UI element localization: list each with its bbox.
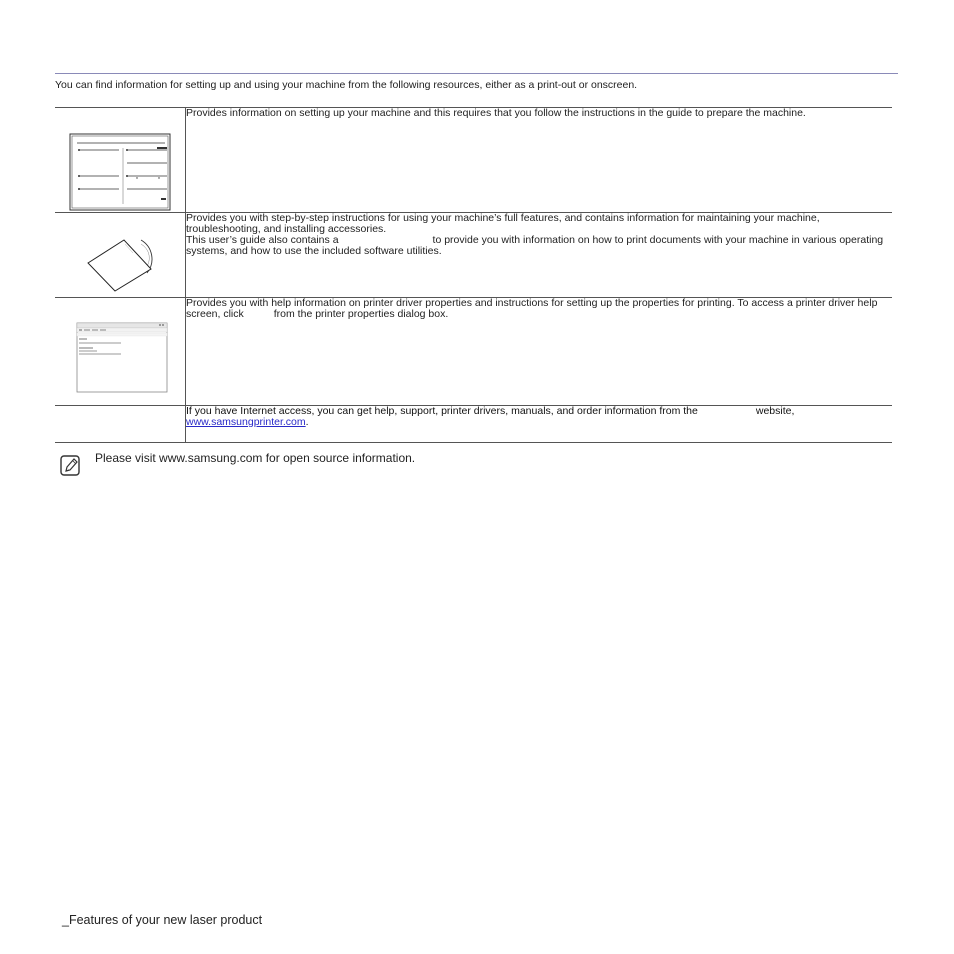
table-row [55,406,892,443]
resource-icon-cell [55,213,186,298]
resource-description [186,213,893,298]
user-guide-text-part: to provide you with information on how to print documents with your machine in various operating systems, and how to use the included software utilities. [186,234,884,257]
resource-description [186,108,893,213]
note-box [60,451,660,479]
resources-table [55,107,892,443]
website-description [186,406,892,428]
cd-user-guide-icon [55,213,185,298]
page-footer: _Features of your new laser product [62,913,263,927]
resource-description [186,298,893,406]
table-row [55,298,892,406]
table-row [55,213,892,298]
resource-description [186,406,893,443]
user-guide-text-part: This user’s guide also contains a [186,234,339,246]
driver-help-text-part: Provides you with help information on printer driver properties and instructions for setting up the properties for printing. To access a printer driver help screen, click [186,297,878,320]
resource-icon-cell [55,298,186,406]
user-guide-description-extra [186,235,892,257]
note-text: Please visit www.samsung.com for open source information. [95,451,416,465]
intro-text: You can find information for setting up and using your machine from the following resources, either as a print-out or onscreen. [55,79,638,91]
user-guide-description: Provides you with step-by-step instructions for using your machine’s full features, and contains information for maintaining your machine, troubleshooting, and installing accessories. [186,212,820,235]
website-text-part: If you have Internet access, you can get help, support, printer drivers, manuals, and order information from the [186,405,698,417]
quick-guide-description: Provides information on setting up your machine and this requires that you follow the instructions in the guide to prepare the machine. [186,107,806,119]
resource-icon-cell [55,108,186,213]
driver-help-text-part: from the printer properties dialog box. [273,308,449,320]
samsung-printer-link[interactable]: www.samsungprinter.com [186,416,306,428]
website-text-part: website, [755,405,795,417]
website-text-end: . [305,416,309,428]
driver-help-description [186,298,892,320]
quick-install-guide-icon [55,108,185,213]
top-divider [55,73,898,74]
resource-icon-cell [55,406,186,443]
driver-help-window-icon [55,298,185,406]
note-icon [60,455,82,477]
table-row [55,108,892,213]
